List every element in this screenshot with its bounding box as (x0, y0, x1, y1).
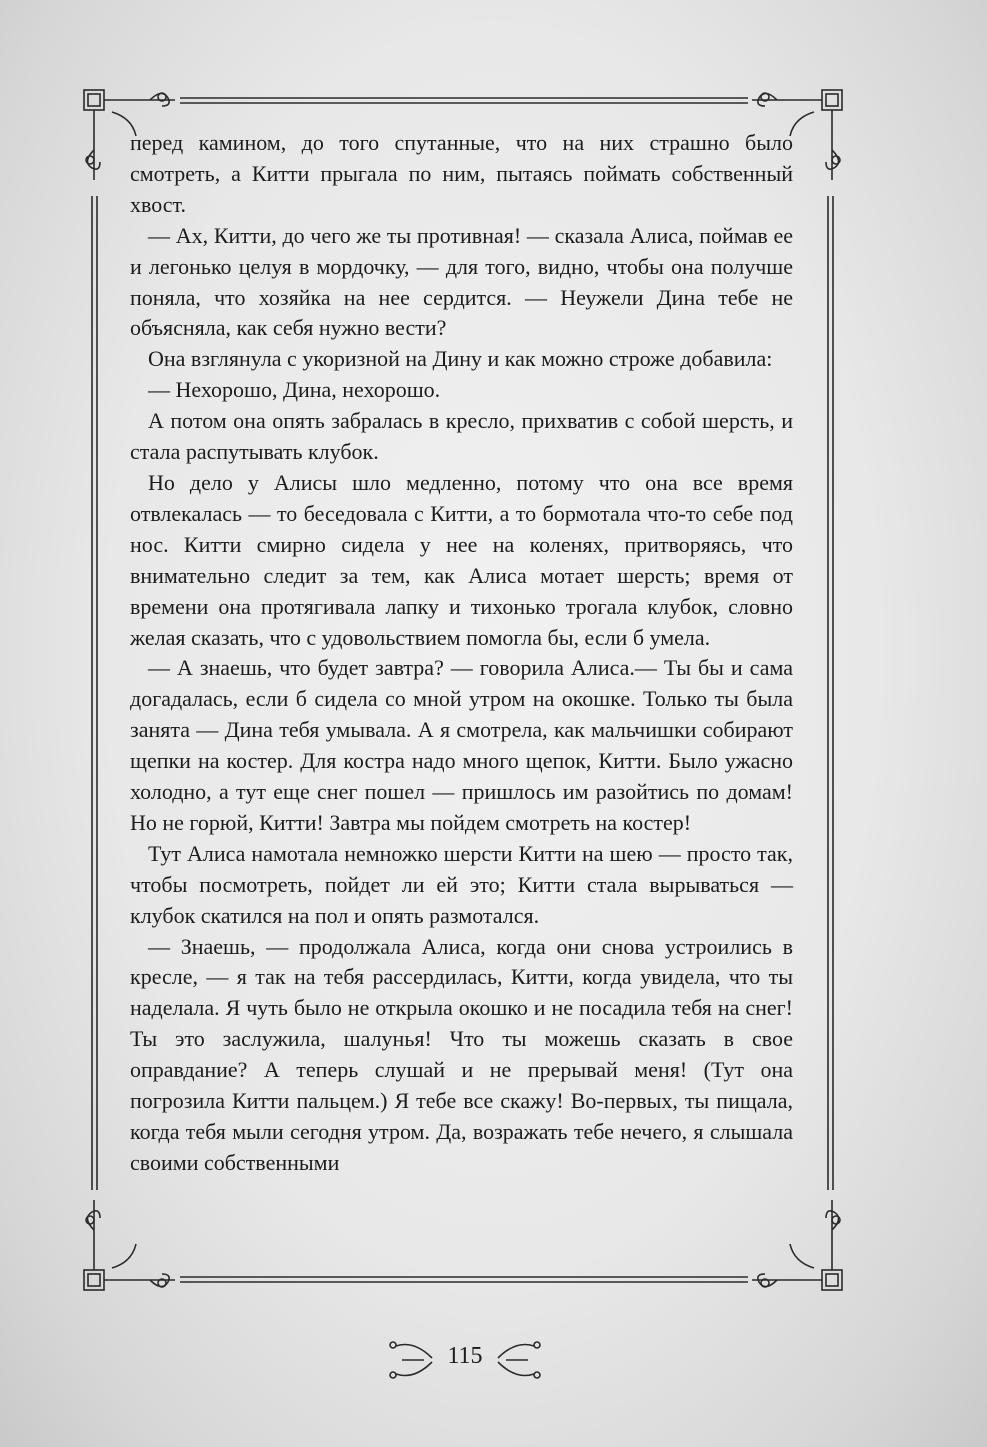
paragraph: — Ах, Китти, до чего же ты противная! — сказала Алиса, поймав ее и легонько целуя в мордочку, — для того, видно, чтобы она получше поняла, что хозяйка на нее сердится. — Неужели Дина тебе не объясняла, как себя нужно вести? (130, 222, 793, 341)
corner-ornament-bottom-right (752, 1200, 842, 1290)
page-number-ornament-right (498, 1342, 540, 1378)
body-text (130, 128, 793, 1179)
paragraph: — Знаешь, — продолжала Алиса, когда они снова устроились в кресле, — я так на тебя рассердилась, Китти, когда увидела, что ты наделала. Я чуть было не открыла окошко и не посадила тебя на снег! Ты это заслужила, шалунья! Что ты можешь сказать в свое оправдание? А теперь слушай и не прерывай меня! (Тут она погрозила Китти пальцем.) Я тебе все скажу! Во-первых, ты пищала, когда тебя мыли сегодня утром. Да, возражать тебе нечего, я слышала своими собственными (130, 933, 793, 1175)
page-number-ornament-left (390, 1342, 432, 1378)
page-number: 115 (447, 1343, 483, 1369)
paragraph: перед камином, до того спутанные, что на них страшно было смотреть, а Китти прыгала по ним, пытаясь поймать собственный хвост. (130, 130, 793, 217)
paragraph: — Нехорошо, Дина, нехорошо. (148, 377, 441, 403)
paragraph: — А знаешь, что будет завтра? — говорила Алиса.— Ты бы и сама догадалась, если б сидела со мной утром на окошке. Только ты была занята — Дина тебя умывала. А я смотрела, как мальчишки собирают щепки на костер. Для костра надо много щепок, Китти. Было ужасно холодно, а тут еще снег пошел — пришлось им разойтись по домам! Но не горюй, Китти! Завтра мы пойдем смотреть на костер! (130, 655, 793, 835)
paragraph: Она взглянула с укоризной на Дину и как можно строже добавила: (148, 346, 773, 372)
paragraph: А потом она опять забралась в кресло, прихватив с собой шерсть, и стала распутывать клубок. (130, 408, 793, 465)
paragraph: Тут Алиса намотала немножко шерсти Китти на шею — просто так, чтобы посмотреть, пойдет ли ей это; Китти стала вырываться — клубок скатился на пол и опять размотался. (130, 840, 793, 928)
paragraph: Но дело у Алисы шло медленно, потому что она все время отвлекалась — то беседовала с Китти, а то бормотала что-то себе под нос. Китти смирно сидела у нее на коленях, притворяясь, что внимательно следит за тем, как Алиса мотает шерсть; время от времени она протягивала лапку и тихонько трогала клубок, словно желая сказать, что с удовольствием помогла бы, если б умела. (130, 469, 793, 650)
corner-ornament-bottom-left (84, 1200, 175, 1290)
